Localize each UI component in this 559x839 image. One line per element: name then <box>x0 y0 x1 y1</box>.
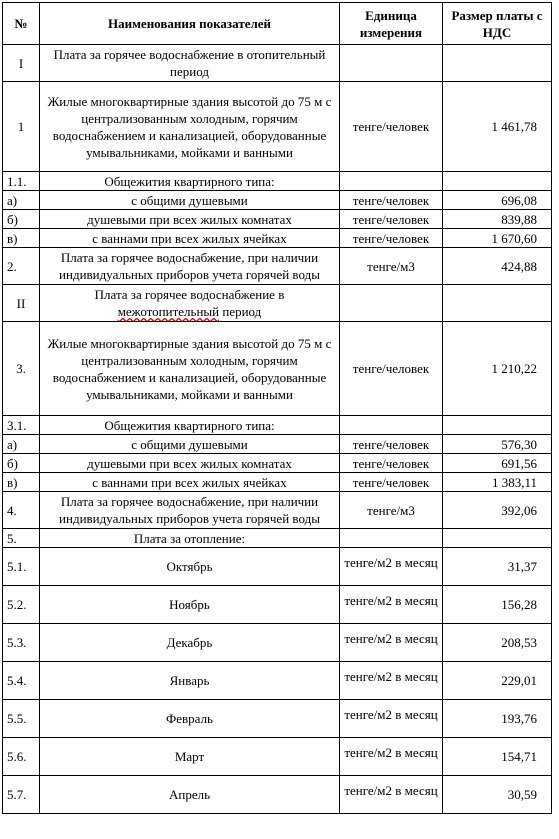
row-name: Ноябрь <box>40 586 340 624</box>
table-row <box>3 662 552 700</box>
row-price: 154,71 <box>443 738 552 776</box>
table-row <box>3 738 552 776</box>
row-num: 1.1. <box>3 172 40 191</box>
row-unit <box>340 172 443 191</box>
row-unit <box>340 529 443 548</box>
row-num: в) <box>3 473 40 492</box>
row-price: 208,53 <box>443 624 552 662</box>
row-name: с ваннами при всех жилых ячейках <box>40 229 340 248</box>
row-num: а) <box>3 191 40 210</box>
table-row <box>3 416 552 435</box>
row-num: 5.4. <box>3 662 40 700</box>
row-name: Общежития квартирного типа: <box>40 416 340 435</box>
table-row <box>3 172 552 191</box>
row-name: душевыми при всех жилых комнатах <box>40 210 340 229</box>
row-price: 193,76 <box>443 700 552 738</box>
row-price: 31,37 <box>443 548 552 586</box>
row-unit: тенге/человек <box>340 322 443 416</box>
row-price: 156,28 <box>443 586 552 624</box>
row-num: 5.1. <box>3 548 40 586</box>
row-unit: тенге/м2 в месяц <box>340 738 443 776</box>
row-num: 5. <box>3 529 40 548</box>
row-name <box>40 285 340 322</box>
row-name: Плата за горячее водоснабжение, при наличии индивидуальных приборов учета горячей воды <box>40 248 340 285</box>
row-price: 576,30 <box>443 435 552 454</box>
table-row <box>3 624 552 662</box>
table-row <box>3 45 552 82</box>
row-price <box>443 529 552 548</box>
row-name: Плата за отопление: <box>40 529 340 548</box>
table-row <box>3 529 552 548</box>
row-unit: тенге/человек <box>340 229 443 248</box>
table-row <box>3 776 552 814</box>
row-price: 839,88 <box>443 210 552 229</box>
row-num: 5.3. <box>3 624 40 662</box>
table-row <box>3 285 552 322</box>
row-num: б) <box>3 210 40 229</box>
row-num: I <box>3 45 40 82</box>
row-price <box>443 416 552 435</box>
row-num: б) <box>3 454 40 473</box>
row-name: Декабрь <box>40 624 340 662</box>
row-price: 1 383,11 <box>443 473 552 492</box>
row-name: с общими душевыми <box>40 191 340 210</box>
row-price: 392,06 <box>443 492 552 529</box>
row-unit: тенге/м2 в месяц <box>340 586 443 624</box>
table-row <box>3 322 552 416</box>
table-row <box>3 454 552 473</box>
row-price <box>443 172 552 191</box>
row-price: 1 461,78 <box>443 82 552 172</box>
row-price <box>443 285 552 322</box>
row-num: 3.1. <box>3 416 40 435</box>
row-name-part: период <box>219 304 262 319</box>
row-price: 696,08 <box>443 191 552 210</box>
row-num: II <box>3 285 40 322</box>
row-num: 5.7. <box>3 776 40 814</box>
row-unit: тенге/м2 в месяц <box>340 662 443 700</box>
row-name: Март <box>40 738 340 776</box>
row-name: с общими душевыми <box>40 435 340 454</box>
table-row <box>3 548 552 586</box>
row-num: 1 <box>3 82 40 172</box>
row-unit: тенге/человек <box>340 473 443 492</box>
row-unit: тенге/м2 в месяц <box>340 624 443 662</box>
table-row <box>3 700 552 738</box>
table-row <box>3 229 552 248</box>
header-price: Размер платы с НДС <box>443 3 552 45</box>
row-price: 424,88 <box>443 248 552 285</box>
row-num: 5.6. <box>3 738 40 776</box>
row-unit <box>340 45 443 82</box>
row-name: Апрель <box>40 776 340 814</box>
row-unit: тенге/м3 <box>340 492 443 529</box>
table-row <box>3 435 552 454</box>
row-num: в) <box>3 229 40 248</box>
row-name: Февраль <box>40 700 340 738</box>
row-unit: тенге/м3 <box>340 248 443 285</box>
row-name: Январь <box>40 662 340 700</box>
row-name: Жилые многоквартирные здания высотой до 75 м с централизованным холодным, горячим водоснабжением и канализацией, оборудованные умывальниками, мойками и ванными <box>40 322 340 416</box>
row-unit: тенге/человек <box>340 435 443 454</box>
row-num: 5.2. <box>3 586 40 624</box>
header-name: Наименования показателей <box>40 3 340 45</box>
row-name: Жилые многоквартирные здания высотой до 75 м с централизованным холодным, горячим водоснабжением и канализацией, оборудованные умывальниками, мойками и ванными <box>40 82 340 172</box>
row-unit <box>340 416 443 435</box>
row-price: 1 210,22 <box>443 322 552 416</box>
header-unit: Единица измерения <box>340 3 443 45</box>
row-unit: тенге/м2 в месяц <box>340 700 443 738</box>
row-name: Октябрь <box>40 548 340 586</box>
row-price: 691,56 <box>443 454 552 473</box>
row-name-part: Плата за горячее водоснабжение в <box>94 287 285 302</box>
row-name: Плата за горячее водоснабжение в отопительный период <box>40 45 340 82</box>
row-unit: тенге/м2 в месяц <box>340 776 443 814</box>
row-name-underlined: межотопительный <box>117 304 220 319</box>
row-price <box>443 45 552 82</box>
row-name: Общежития квартирного типа: <box>40 172 340 191</box>
row-num: 5.5. <box>3 700 40 738</box>
table-header-row <box>3 3 552 45</box>
table-row <box>3 248 552 285</box>
row-num: 3. <box>3 322 40 416</box>
table-row <box>3 82 552 172</box>
table-row <box>3 492 552 529</box>
row-price: 1 670,60 <box>443 229 552 248</box>
table-row <box>3 586 552 624</box>
row-unit: тенге/человек <box>340 191 443 210</box>
row-num: 4. <box>3 492 40 529</box>
table-row <box>3 473 552 492</box>
row-name: с ваннами при всех жилых ячейках <box>40 473 340 492</box>
row-name: душевыми при всех жилых комнатах <box>40 454 340 473</box>
row-num: а) <box>3 435 40 454</box>
header-num: № <box>3 3 40 45</box>
tariff-table <box>2 2 552 814</box>
row-price: 229,01 <box>443 662 552 700</box>
row-name: Плата за горячее водоснабжение, при наличии индивидуальных приборов учета горячей воды <box>40 492 340 529</box>
row-unit: тенге/м2 в месяц <box>340 548 443 586</box>
table-row <box>3 210 552 229</box>
row-unit: тенге/человек <box>340 82 443 172</box>
row-num: 2. <box>3 248 40 285</box>
row-unit <box>340 285 443 322</box>
table-row <box>3 191 552 210</box>
row-price: 30,59 <box>443 776 552 814</box>
row-unit: тенге/человек <box>340 210 443 229</box>
row-unit: тенге/человек <box>340 454 443 473</box>
